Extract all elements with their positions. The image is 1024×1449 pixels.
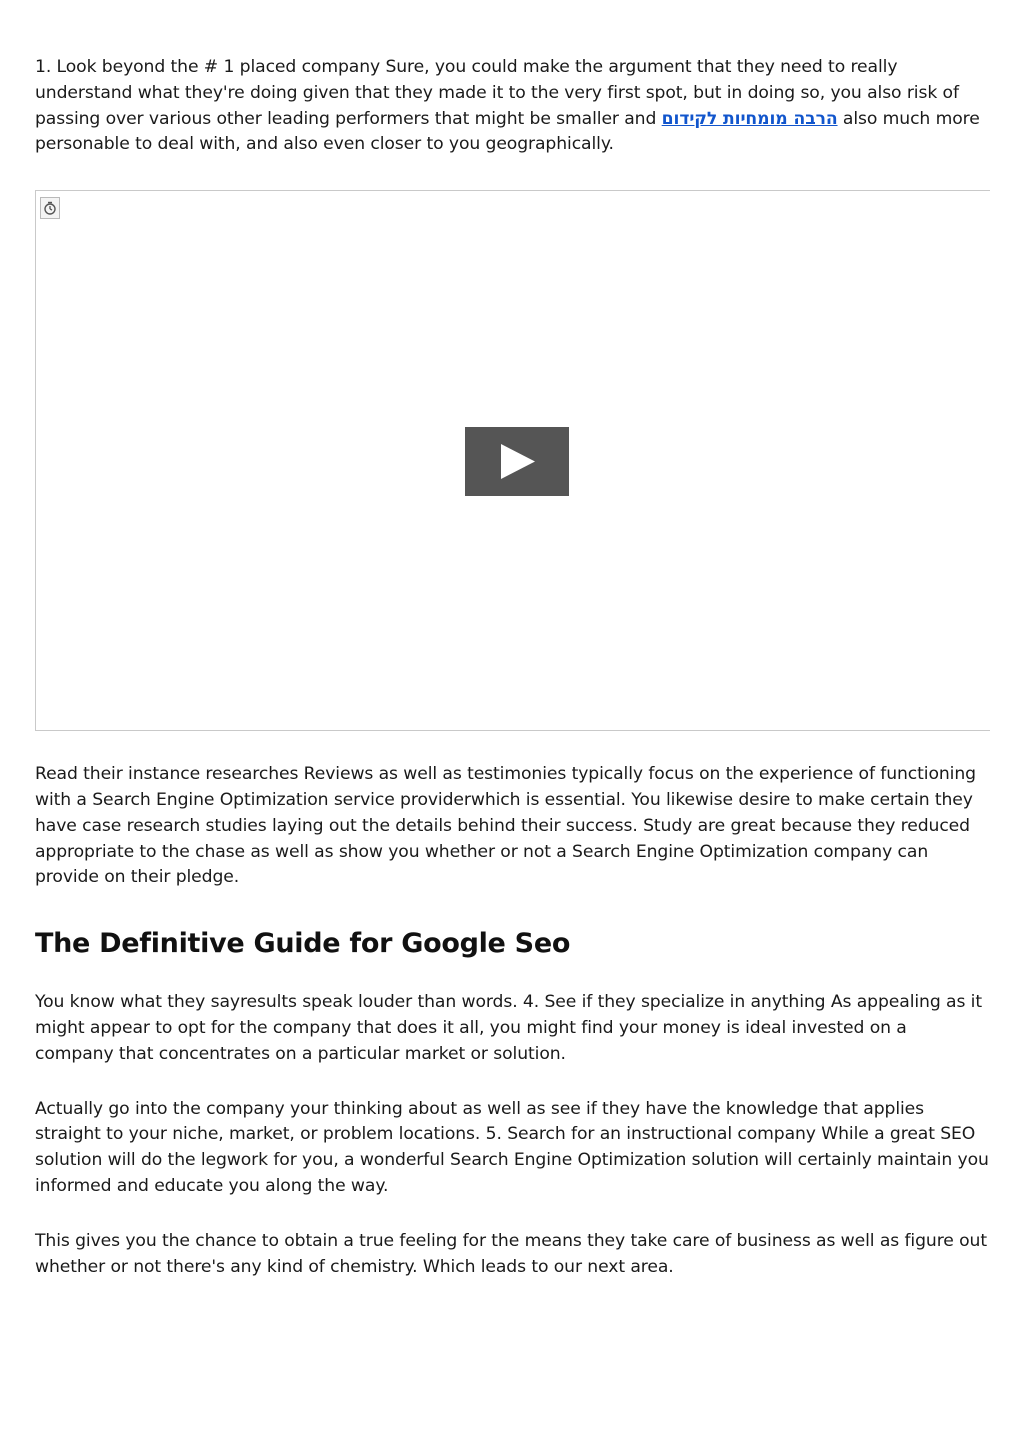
paragraph-3: You know what they sayresults speak louder than words. 4. See if they specialize in anything As appealing as it might appear to opt for the company that does it all, you might find your money is ideal invested on a company that concentrates on a particular market or solution. xyxy=(35,992,982,1064)
paragraph-2: Read their instance researches Reviews as well as testimonies typically focus on the experience of functioning with a Search Engine Optimization service providerwhich is essential. You likewise desire to make certain they have case research studies laying out the details behind their success. Study are great because they reduced appropriate to the chase as well as show you whether or not a Search Engine Optimization company can provide on their pledge. xyxy=(35,764,976,888)
paragraph-4: Actually go into the company your thinking about as well as see if they have the knowledge that applies straight to your niche, market, or problem locations. 5. Search for an instructional company While a great SEO solution will do the legwork for you, a wonderful Search Engine Optimization solution will certainly maintain you informed and educate you along the way. xyxy=(35,1098,989,1196)
section-heading: The Definitive Guide for Google Seo xyxy=(35,928,571,960)
embedded-video[interactable] xyxy=(35,190,990,731)
paragraph-1 xyxy=(35,55,990,158)
play-button[interactable] xyxy=(465,427,569,496)
paragraph-1-text-start: 1. Look beyond the # 1 placed company Sure, you could make the argument that they need to really understand what they're doing given that they made it to the very first spot, but in doing so, you also risk of passing over various other leading performers that might be smaller and xyxy=(35,57,959,129)
hebrew-link[interactable]: הרבה מומחיות לקידום xyxy=(661,108,838,129)
document-page xyxy=(35,55,990,1280)
broken-image-icon xyxy=(40,197,60,219)
play-icon xyxy=(501,444,535,479)
paragraph-5: This gives you the chance to obtain a true feeling for the means they take care of business as well as figure out whether or not there's any kind of chemistry. Which leads to our next area. xyxy=(35,1230,987,1277)
paragraph-1-text-end: also much more personable to deal with, and also even closer to you geographically. xyxy=(35,108,980,155)
